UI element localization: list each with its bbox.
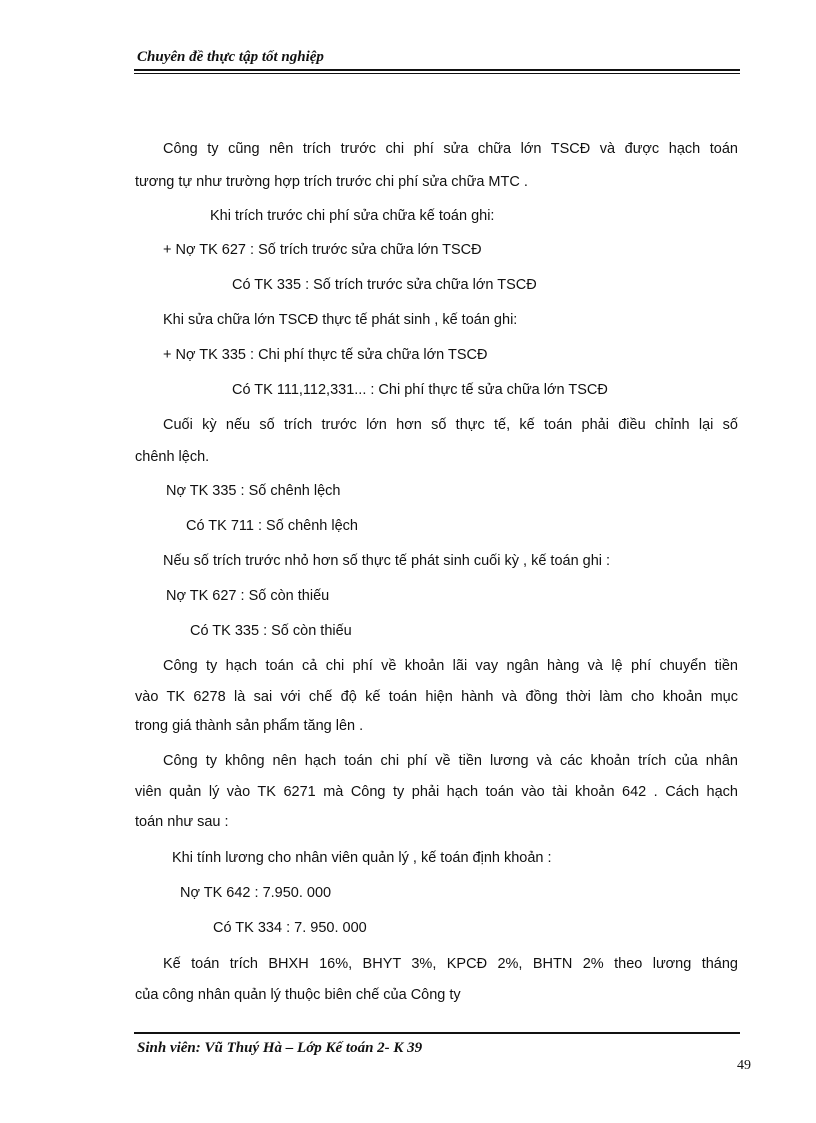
entry-line: Nợ TK 335 : Số chênh lệch	[166, 483, 341, 499]
footer-rule	[134, 1032, 740, 1034]
paragraph-line: vào TK 6278 là sai với chế độ kế toán hiện hành và đồng thời làm cho khoản mục	[135, 689, 738, 705]
header-title: Chuyên đề thực tập tốt nghiệp	[137, 49, 324, 65]
paragraph-line: trong giá thành sản phẩm tăng lên .	[135, 718, 364, 734]
paragraph-line: chênh lệch.	[135, 449, 210, 465]
paragraph-line: Công ty cũng nên trích trước chi phí sửa chữa lớn TSCĐ và được hạch toán	[163, 141, 738, 157]
header-rule	[134, 69, 740, 71]
entry-line: Có TK 111,112,331... : Chi phí thực tế sửa chữa lớn TSCĐ	[232, 382, 608, 398]
paragraph-line: Nếu số trích trước nhỏ hơn số thực tế phát sinh cuối kỳ , kế toán ghi :	[163, 553, 611, 569]
header-rule-thin	[134, 73, 740, 74]
paragraph-line: Kế toán trích BHXH 16%, BHYT 3%, KPCĐ 2%, BHTN 2% theo lương tháng	[163, 956, 738, 972]
paragraph-line: viên quản lý vào TK 6271 mà Công ty phải hạch toán vào tài khoản 642 . Cách hạch	[135, 784, 738, 800]
paragraph-line: Cuối kỳ nếu số trích trước lớn hơn số thực tế, kế toán phải điều chỉnh lại số	[163, 417, 738, 433]
footer-author: Sinh viên: Vũ Thuý Hà – Lớp Kế toán 2- K 39	[137, 1040, 423, 1056]
page-number: 49	[737, 1058, 751, 1073]
entry-line: + Nợ TK 335 : Chi phí thực tế sửa chữa lớn TSCĐ	[163, 347, 488, 363]
paragraph-line: Khi tính lương cho nhân viên quản lý , kế toán định khoản :	[172, 850, 552, 866]
paragraph-line: Công ty không nên hạch toán chi phí về tiền lương và các khoản trích của nhân	[163, 753, 738, 769]
entry-line: Có TK 711 : Số chênh lệch	[186, 518, 358, 534]
paragraph-line: của công nhân quản lý thuộc biên chế của Công ty	[135, 987, 461, 1003]
entry-line: Nợ TK 627 : Số còn thiếu	[166, 588, 330, 604]
entry-line: + Nợ TK 627 : Số trích trước sửa chữa lớn TSCĐ	[163, 242, 482, 258]
paragraph-line: tương tự như trường hợp trích trước chi phí sửa chữa MTC .	[135, 174, 528, 190]
paragraph-line: Khi trích trước chi phí sửa chữa kế toán ghi:	[210, 208, 495, 224]
entry-line: Có TK 335 : Số trích trước sửa chữa lớn TSCĐ	[232, 277, 537, 293]
entry-line: Có TK 334 : 7. 950. 000	[213, 920, 367, 936]
paragraph-line: Khi sửa chữa lớn TSCĐ thực tế phát sinh , kế toán ghi:	[163, 312, 518, 328]
paragraph-line: Công ty hạch toán cả chi phí về khoản lãi vay ngân hàng và lệ phí chuyển tiền	[163, 658, 738, 674]
paragraph-line: toán như sau :	[135, 814, 229, 830]
entry-line: Có TK 335 : Số còn thiếu	[190, 623, 352, 639]
entry-line: Nợ TK 642 : 7.950. 000	[180, 885, 332, 901]
